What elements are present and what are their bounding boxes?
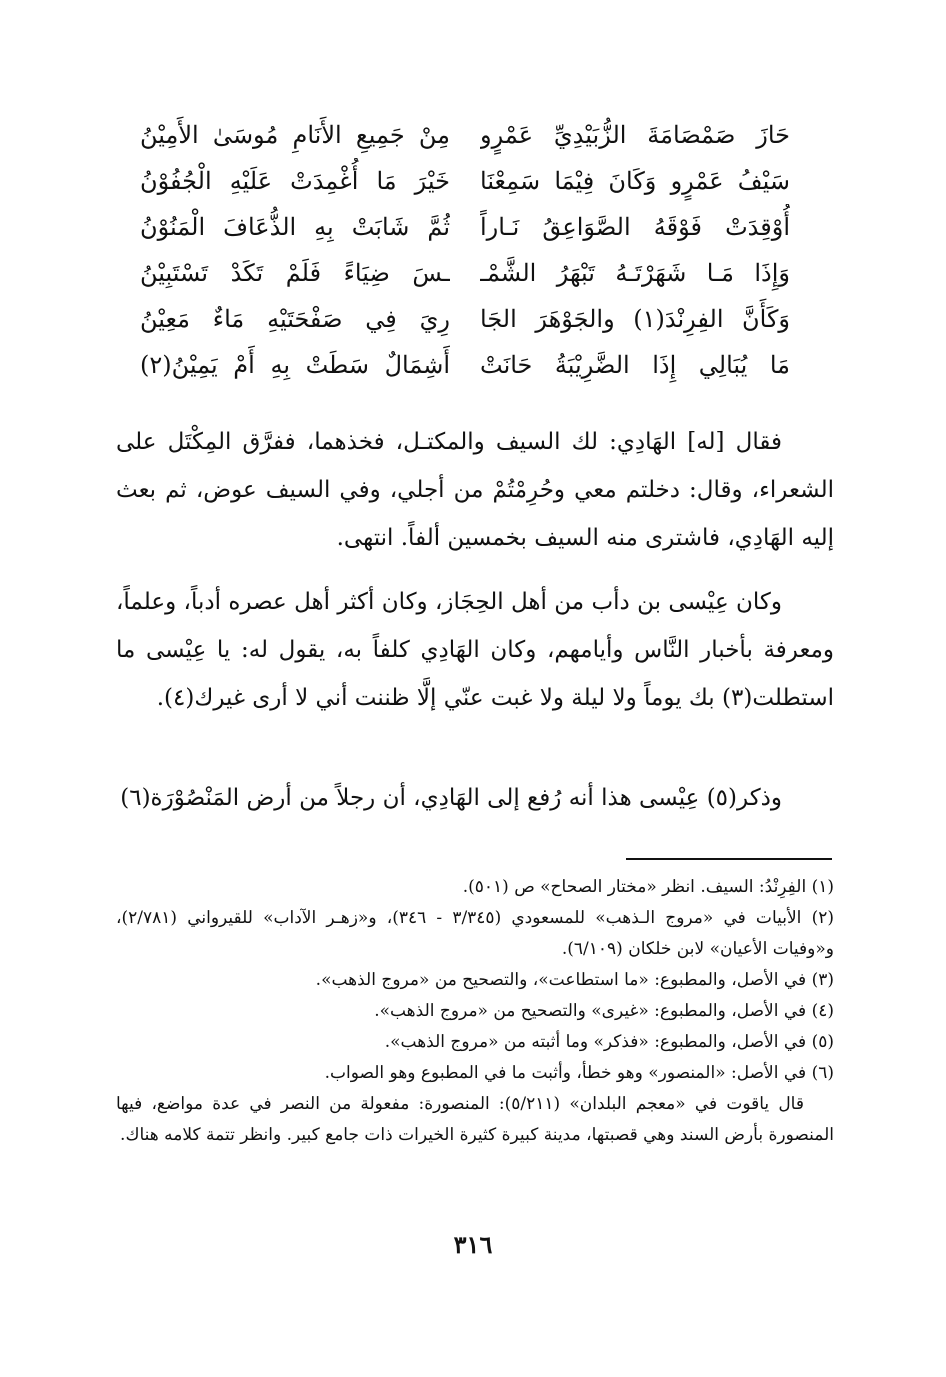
page-number: ٣١٦ — [453, 1230, 493, 1259]
verse-line — [140, 296, 790, 342]
footnote-separator — [626, 858, 832, 860]
verse-line — [140, 112, 790, 158]
body-paragraph-2 — [116, 578, 834, 722]
verse-first-hemistich: سَيْفُ عَمْرٍو وَكَانَ فِيْمَا سَمِعْنَا — [480, 167, 790, 195]
verse-line — [140, 204, 790, 250]
paragraph-text: فقال [له] الهَادِي: لك السيف والمكتـل، فخذهما، ففرَّق المِكْتَل على الشعراء، وقال: دخلتم معي وحُرِمْتُمْ من أجلي، وفي السيف عوض، ثم بعث إليه الهَادِي، فاشترى منه السيف بخمسين ألفاً. انتهى. — [116, 429, 834, 551]
paragraph-text: وذكر(٥) عِيْسى هذا أنه رُفع إلى الهَادِي، أن رجلاً من أرض المَنْصُوْرَة(٦) — [120, 785, 782, 811]
footnote-4: (٤) في الأصل، والمطبوع: «غيرى» والتصحيح من «مروج الذهب». — [374, 1001, 834, 1021]
verse-first-hemistich: حَازَ صَمْصَامَةَ الزُّبَيْدِيِّ عَمْرٍو — [480, 121, 790, 149]
verse-first-hemistich: مَا يُبَالِي إِذَا الضَّرِيْبَةُ حَانَتْ — [480, 351, 790, 379]
verse-line — [140, 158, 790, 204]
verse-first-hemistich: أُوْقِدَتْ فَوْقَهُ الصَّوَاعِقُ نَـاراً — [480, 213, 790, 241]
verse-first-hemistich: وَإِذَا مَـا شَهَرْتَـهُ تَبْهَرُ الشَّمْـ — [480, 259, 790, 287]
verse-second-hemistich: خَيْرَ مَا أُغْمِدَتْ عَلَيْهِ الْجُفُوْنُ — [140, 167, 450, 195]
paragraph-text: وكان عِيْسى بن دأب من أهل الحِجَاز، وكان أكثر أهل عصره أدباً، وعلماً، ومعرفة بأخبار النَّاس وأيامهم، وكان الهَادِي كلفاً به، يقول له: يا عِيْسى ما استطلت(٣) بك يوماً ولا ليلة ولا غبت عنّي إلَّا ظننت أني لا أرى غيرك(٤). — [116, 589, 834, 711]
verse-second-hemistich: رِيَ فِي صَفْحَتَيْهِ مَاءٌ مَعِيْنُ — [140, 305, 450, 333]
footnotes — [116, 872, 834, 1151]
body-paragraph-3 — [116, 774, 834, 822]
footnote-6: (٦) في الأصل: «المنصور» وهو خطأ، وأثبت ما في المطبوع وهو الصواب. — [324, 1063, 834, 1083]
verse-first-hemistich: وَكَأَنَّ الفِرِنْدَ(١) والجَوْهَرَ الجَا — [480, 305, 790, 333]
verse-line — [140, 250, 790, 296]
footnote-3: (٣) في الأصل، والمطبوع: «ما استطاعت»، والتصحيح من «مروج الذهب». — [315, 970, 834, 990]
verse-line — [140, 342, 790, 388]
body-paragraph-1 — [116, 418, 834, 562]
footnote-6-quote: قال ياقوت في «معجم البلدان» (٥/٢١١): المنصورة: مفعولة من النصر في عدة مواضع، فيها المنصورة بأرض السند وهي قصبتها، مدينة كبيرة كثيرة الخيرات ذات جامع كبير. وانظر تتمة كلامه هناك. — [116, 1094, 834, 1145]
poem-block — [140, 112, 790, 388]
verse-second-hemistich: مِنْ جَمِيعِ الأَنَامِ مُوسَىٰ الأَمِيْنُ — [140, 121, 450, 149]
footnote-5: (٥) في الأصل، والمطبوع: «فذكر» وما أثبته من «مروج الذهب». — [384, 1032, 834, 1052]
footnote-1: (١) الفِرِنْدُ: السيف. انظر «مختار الصحاح» ص (٥٠١). — [462, 877, 834, 897]
verse-second-hemistich: ثُمَّ شَابَتْ بِهِ الذُّعَافَ الْمَنُوْنُ — [140, 213, 450, 241]
footnote-2: (٢) الأبيات في «مروج الـذهب» للمسعودي (٣/٣٤٥ - ٣٤٦)، و«زهـر الآداب» للقيرواني (٢/٧٨١)، و«وفيات الأعيان» لابن خلكان (٦/١٠٩). — [116, 908, 834, 959]
verse-second-hemistich: أَشِمَالٌ سَطَتْ بِهِ أَمْ يَمِيْنُ(٢) — [140, 351, 450, 379]
verse-second-hemistich: ـسَ ضِيَاءً فَلَمْ تَكَدْ تَسْتَبِيْنُ — [140, 259, 450, 287]
